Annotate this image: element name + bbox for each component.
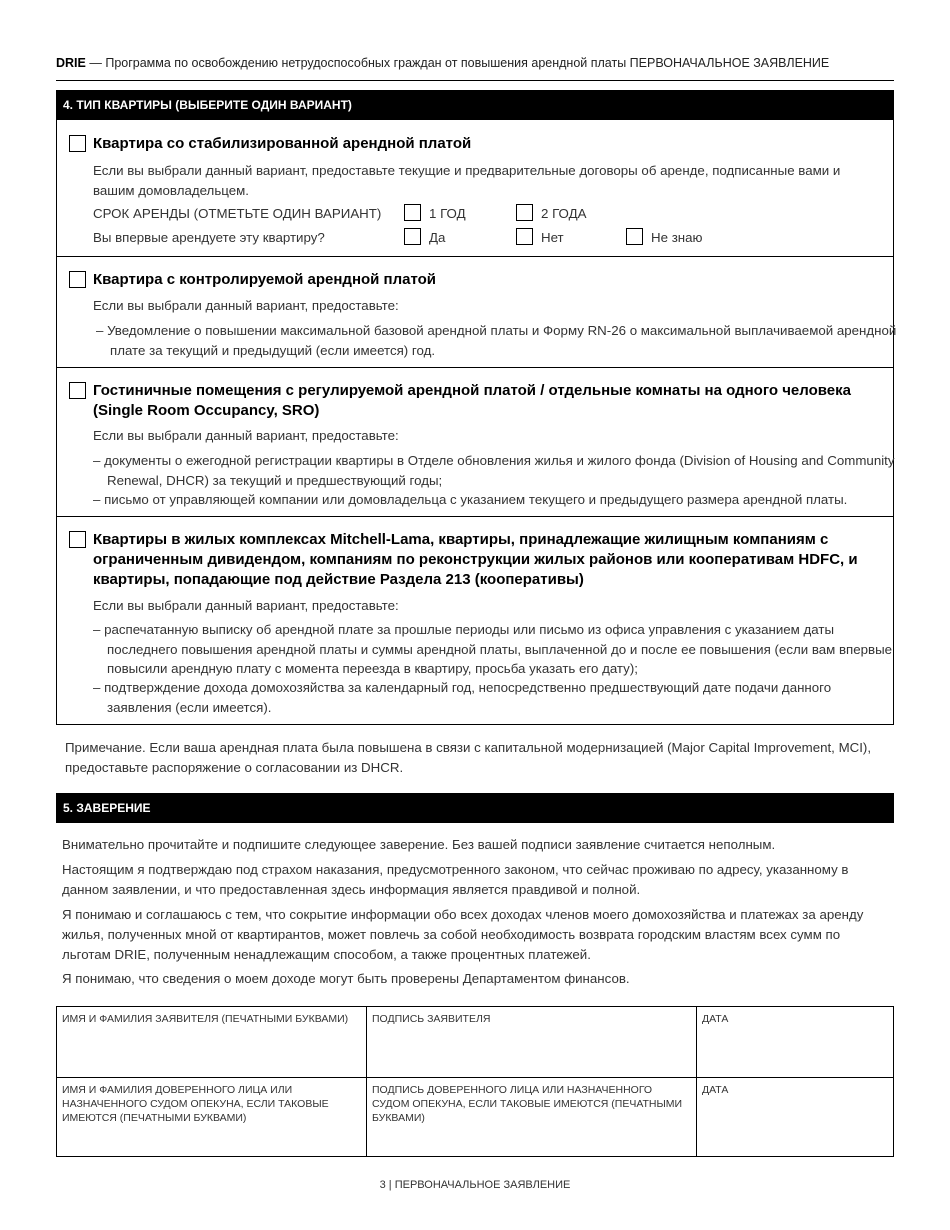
page-header <box>56 56 894 70</box>
requirement-item: – распечатанную выписку об арендной плате за прошлые периоды или письмо из офиса управления с указанием даты последнего повышения арендной платы и суммы арендной платы, выплаченной до и после ее повышения (если вам впервые повысили арендную плату с момента переезда в квартиру, просьба указать его дату); <box>93 622 893 676</box>
brand-name: DRIE <box>56 56 86 70</box>
applicant-name-field[interactable] <box>57 1007 366 1077</box>
requirement-item: – Уведомление о повышении максимальной базовой арендной платы и Форму RN-26 о максимальной выплачиваемой арендной плате за текущий и предыдущий (если имеется) год. <box>96 323 897 358</box>
lease-2-year-checkbox[interactable] <box>516 204 533 221</box>
lease-term-label: СРОК АРЕНДЫ (ОТМЕТЬТЕ ОДИН ВАРИАНТ) <box>93 206 382 221</box>
first-rental-unknown-label: Не знаю <box>651 230 703 245</box>
first-rental-no-label: Нет <box>541 230 564 245</box>
mci-note: Примечание. Если ваша арендная плата была повышена в связи с капитальной модернизацией (Major Capital Improvement, MCI), предоставьте распоряжение о согласовании из DHCR. <box>65 740 872 775</box>
lease-2-year-label: 2 ГОДА <box>541 206 587 221</box>
rent-stabilized-checkbox[interactable] <box>69 135 86 152</box>
first-rental-yes-label: Да <box>429 230 446 245</box>
option-title: Квартира со стабилизированной арендной платой <box>93 135 472 152</box>
header-title: — Программа по освобождению нетрудоспособных граждан от повышения арендной платы ПЕРВОНАЧАЛЬНОЕ ЗАЯВЛЕНИЕ <box>89 56 830 70</box>
applicant-date-field[interactable] <box>697 1007 893 1077</box>
option-title: Гостиничные помещения с регулируемой арендной платой / отдельные комнаты на одного человека (Single Room Occupancy, SRO) <box>93 382 851 419</box>
requirement-item: – письмо от управляющей компании или домовладельца с указанием текущего и предыдущего размера арендной платы. <box>93 492 848 507</box>
option-title: Квартира с контролируемой арендной платой <box>93 271 437 288</box>
representative-date-label: ДАТА <box>702 1084 729 1096</box>
rent-controlled-checkbox[interactable] <box>69 271 86 288</box>
section-4-header: 4. ТИП КВАРТИРЫ (ВЫБЕРИТЕ ОДИН ВАРИАНТ) <box>56 90 894 120</box>
applicant-signature-field[interactable] <box>367 1007 696 1077</box>
option-hotel-sro <box>57 368 893 517</box>
option-instructions: Если вы выбрали данный вариант, предоставьте: <box>93 428 399 443</box>
option-title: Квартиры в жилых комплексах Mitchell-Lama, квартиры, принадлежащие жилищным компаниям с ограниченным дивидендом, компаниям по реконструкции жилых районов или кооперативам HDFC, и квартиры, попадающие под действие Раздела 213 (кооперативы) <box>93 531 858 588</box>
attestation-paragraph: Я понимаю и соглашаюсь с тем, что сокрытие информации обо всех доходах членов моего домохозяйства и платежах за аренду жилья, полученных мной от квартирантов, может повлечь за собой необходимость возврата городским властям всех сумм по льготам DRIE, полученным ненадлежащим способом, а также процентных платежей. <box>62 907 864 962</box>
attestation-paragraph: Настоящим я подтверждаю под страхом наказания, предусмотренного законом, что сейчас проживаю по адресу, указанному в данном заявлении, и что предоставленная здесь информация является правдивой и полной. <box>62 862 849 897</box>
first-rental-yes-checkbox[interactable] <box>404 228 421 245</box>
apartment-type-options <box>56 120 897 725</box>
representative-name-field[interactable] <box>57 1078 366 1156</box>
representative-name-label: ИМЯ И ФАМИЛИЯ ДОВЕРЕННОГО ЛИЦА ИЛИ НАЗНАЧЕННОГО СУДОМ ОПЕКУНА, ЕСЛИ ТАКОВЫЕ ИМЕЮТСЯ (ПЕЧАТНЫМИ БУКВАМИ) <box>62 1084 329 1124</box>
attestation-paragraph: Я понимаю, что сведения о моем доходе могут быть проверены Департаментом финансов. <box>62 971 630 986</box>
attestation-paragraph: Внимательно прочитайте и подпишите следующее заверение. Без вашей подписи заявление считается неполным. <box>62 837 776 852</box>
mitchell-lama-checkbox[interactable] <box>69 531 86 548</box>
first-rental-unknown-checkbox[interactable] <box>626 228 643 245</box>
lease-1-year-label: 1 ГОД <box>429 206 466 221</box>
representative-signature-field[interactable] <box>367 1078 696 1156</box>
representative-signature-label: ПОДПИСЬ ДОВЕРЕННОГО ЛИЦА ИЛИ НАЗНАЧЕННОГО СУДОМ ОПЕКУНА, ЕСЛИ ТАКОВЫЕ ИМЕЮТСЯ (ПЕЧАТНЫМИ БУКВАМИ) <box>372 1084 683 1124</box>
first-rental-no-checkbox[interactable] <box>516 228 533 245</box>
option-mitchell-lama <box>57 517 893 724</box>
applicant-signature-label: ПОДПИСЬ ЗАЯВИТЕЛЯ <box>372 1013 491 1025</box>
requirement-item: – документы о ежегодной регистрации квартиры в Отделе обновления жилья и жилого фонда (Division of Housing and Community Renewal, DHCR) за текущий и предшествующий годы; <box>93 453 895 488</box>
first-rental-question: Вы впервые арендуете эту квартиру? <box>93 230 325 245</box>
section-5-header: 5. ЗАВЕРЕНИЕ <box>56 793 894 823</box>
applicant-name-label: ИМЯ И ФАМИЛИЯ ЗАЯВИТЕЛЯ (ПЕЧАТНЫМИ БУКВАМИ) <box>62 1013 349 1025</box>
lease-1-year-checkbox[interactable] <box>404 204 421 221</box>
applicant-date-label: ДАТА <box>702 1013 729 1025</box>
page-footer: 3 | ПЕРВОНАЧАЛЬНОЕ ЗАЯВЛЕНИЕ <box>379 1179 571 1191</box>
option-rent-controlled <box>57 257 897 368</box>
option-instructions: Если вы выбрали данный вариант, предоставьте текущие и предварительные договоры об аренде, подписанные вами и вашим домовладельцем. <box>93 163 841 198</box>
option-instructions: Если вы выбрали данный вариант, предоставьте: <box>93 598 399 613</box>
representative-date-field[interactable] <box>697 1078 893 1156</box>
signature-table <box>56 1006 894 1157</box>
option-instructions: Если вы выбрали данный вариант, предоставьте: <box>93 298 399 313</box>
requirement-item: – подтверждение дохода домохозяйства за календарный год, непосредственно предшествующий дате подачи данного заявления (если имеется). <box>93 680 832 715</box>
header-divider <box>56 80 894 81</box>
option-rent-stabilized <box>57 120 893 257</box>
hotel-sro-checkbox[interactable] <box>69 382 86 399</box>
